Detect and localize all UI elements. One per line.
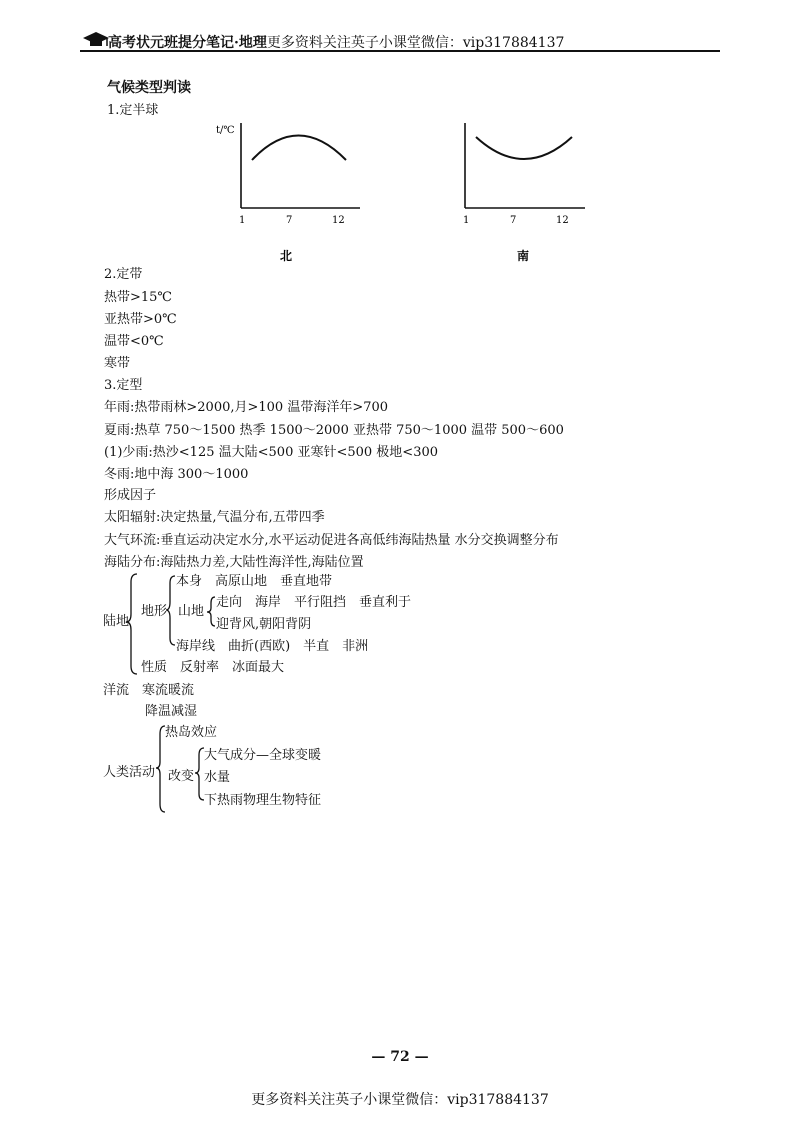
s1-title: 1.定半球 [107,103,159,118]
change-line: 水量 [204,770,231,785]
s2-line: 亚热带>0℃ [104,312,177,327]
mountain-line: 迎背风,朝阳背阴 [216,617,312,632]
right-tick-1: 1 [463,215,470,226]
change-label: 改变 [168,769,195,784]
coast-line: 海岸线 曲折(西欧) 半直 非洲 [176,639,369,654]
change-line: 下热雨物理生物特征 [204,793,322,808]
terrain-brace [166,576,175,645]
hemisphere-charts [200,115,620,270]
left-tick-1: 1 [239,215,246,226]
land-itself: 本身 高原山地 垂直地带 [176,574,333,589]
right-caption: 南 [517,249,530,263]
left-tick-12: 12 [332,215,345,226]
factor-line: 海陆分布:海陆热力差,大陆性海洋性,海陆位置 [104,555,364,570]
factor-line: 太阳辐射:决定热量,气温分布,五带四季 [104,510,325,525]
s3-line: (1)少雨:热沙<125 温大陆<500 亚寒针<500 极地<300 [104,445,439,460]
mountain-brace [207,597,215,626]
mountain-label: 山地 [178,604,205,619]
change-line: 大气成分—全球变暖 [204,748,322,763]
human-brace [156,726,165,812]
terrain-label: 地形 [141,604,168,619]
change-brace [195,748,204,800]
header-watermark: 更多资料关注英子小课堂微信：vip317884137 [266,35,565,51]
north-curve [252,136,346,161]
section-title: 气候类型判读 [107,80,191,96]
heat-island: 热岛效应 [165,725,218,740]
header-title: 高考状元班提分笔记·地理 [108,35,267,51]
s3-line: 冬雨:地中海 300～1000 [104,467,249,482]
mountain-line: 走向 海岸 平行阻挡 垂直利于 [216,595,412,610]
footer-watermark: 更多资料关注英子小课堂微信：vip317884137 [251,1092,549,1108]
s2-line: 热带>15℃ [104,290,172,305]
graduation-cap-icon [82,30,110,50]
right-tick-12: 12 [556,215,569,226]
ocean-line: 降温减湿 [145,704,198,719]
s2-line: 温带<0℃ [104,334,164,349]
nature-line: 性质 反射率 冰面最大 [141,660,285,675]
factor-line: 大气环流:垂直运动决定水分,水平运动促进各高低纬海陆热量 水分交换调整分布 [104,533,559,548]
s2-line: 寒带 [104,356,131,371]
right-tick-7: 7 [510,215,517,226]
left-ylabel: t/℃ [216,125,235,136]
page-number: — 72 — [371,1049,429,1065]
header-rule [80,50,720,52]
s3-line: 夏雨:热草 750～1500 热季 1500～2000 亚热带 750～1000 温带 500～600 [104,423,564,438]
s3-title: 3.定型 [104,378,143,393]
human-label: 人类活动 [103,765,156,780]
ocean-line: 洋流 寒流暖流 [103,683,195,698]
land-label: 陆地 [103,614,130,629]
s3-line: 年雨:热带雨林>2000,月>100 温带海洋年>700 [104,400,389,415]
left-tick-7: 7 [286,215,293,226]
s2-title: 2.定带 [104,267,143,282]
left-caption: 北 [280,249,293,263]
header-title-line [108,32,564,52]
factors-title: 形成因子 [104,488,157,503]
south-curve [476,137,572,159]
